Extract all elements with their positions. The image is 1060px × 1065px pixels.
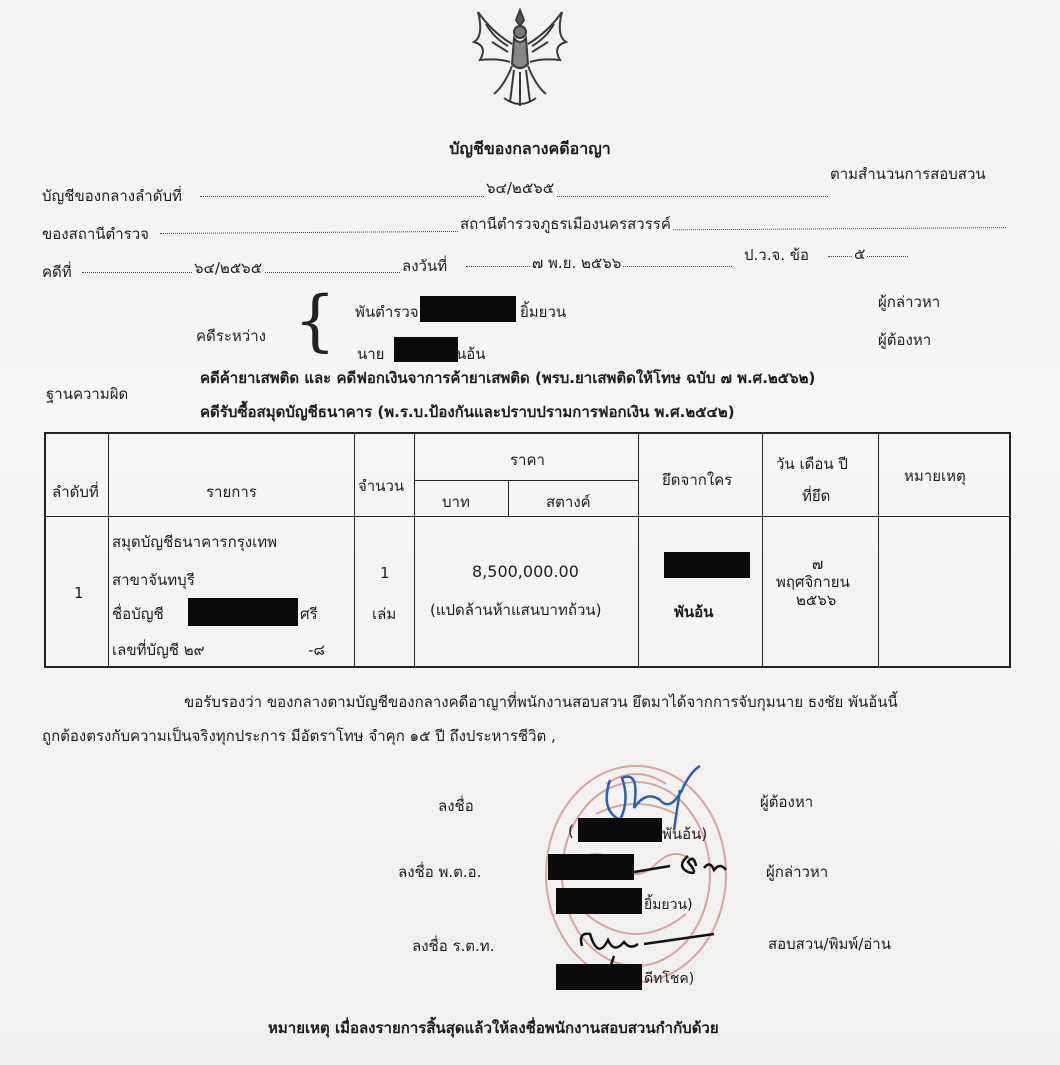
header-date-line1: วัน เดือน ปี <box>776 455 848 473</box>
price-value: 8,500,000.00 <box>472 562 579 581</box>
pcj-value: ๕ <box>852 242 867 266</box>
police-station-value: สถานีตำรวจภูธรเมืองนครสวรรค์ <box>458 212 673 236</box>
item-line-3-prefix: ชื่อบัญชี <box>112 605 164 623</box>
redaction-box <box>556 964 642 990</box>
case-number-value: ๖๔/๒๕๖๕ <box>192 256 264 280</box>
price-words: (แปดล้านห้าแสนบาทถ้วน) <box>430 601 602 619</box>
signature-2-role: ผู้กล่าวหา <box>766 863 829 881</box>
qty-unit: เล่ม <box>372 605 397 623</box>
accused-suffix: นอ้น <box>456 345 486 363</box>
item-line-3-suffix: ศรี <box>300 605 318 623</box>
header-seized-from: ยึดจากใคร <box>662 471 733 489</box>
signature-1-paren: ( <box>568 822 574 840</box>
investigator-signature-image <box>574 920 724 970</box>
dotted-line <box>828 256 908 257</box>
signature-3-name-suffix: ดีทโชค) <box>644 971 695 987</box>
ledger-number-label: บัญชีของกลางลำดับที่ <box>42 187 182 205</box>
certification-line-2: ถูกต้องตรงกับความเป็นจริงทุกประการ มีอัตราโทษ จำคุก ๑๕ ปี ถึงประหารชีวิต , <box>42 727 556 745</box>
signature-1-label: ลงชื่อ <box>438 797 474 815</box>
offense-line-2: คดีรับซื้อสมุดบัญชีธนาคาร (พ.ร.บ.ป้องกันและปราบปรามการฟอกเงิน พ.ศ.๒๕๔๒) <box>200 403 735 421</box>
signature-3-label: ลงชื่อ ร.ต.ท. <box>412 937 495 955</box>
accuser-signature-image <box>630 846 740 886</box>
pcj-label: ป.ว.จ. ข้อ <box>744 246 810 264</box>
header-no: ลำดับที่ <box>52 483 99 501</box>
signature-3-role: สอบสวน/พิมพ์/อ่าน <box>768 935 891 953</box>
accuser-suffix: ยิ้มยวน <box>520 303 567 321</box>
signature-2-label: ลงชื่อ พ.ต.อ. <box>398 863 482 881</box>
certification-line-1: ขอรับรองว่า ของกลางตามบัญชีของกลางคดีอาญาที่พนักงานสอบสวน ยึดมาได้จากการจับกุมนาย ธงชัย พันอ้นนี้ <box>184 693 898 711</box>
accused-role: ผู้ต้องหา <box>878 331 932 349</box>
evidence-table <box>44 432 1011 668</box>
header-price: ราคา <box>510 451 545 469</box>
redaction-box <box>548 854 634 880</box>
ledger-number-value: ๖๔/๒๕๖๕ <box>484 176 556 200</box>
ledger-number-suffix: ตามสำนวนการสอบสวน <box>830 165 986 183</box>
header-satang: สตางค์ <box>546 493 591 511</box>
header-date-line2: ที่ยึด <box>802 487 831 505</box>
case-date-value: ๗ พ.ย. ๒๕๖๖ <box>530 251 623 275</box>
offense-label: ฐานความผิด <box>46 385 129 403</box>
accused-prefix: นาย <box>357 345 385 363</box>
signature-1-name-suffix: พันอ้น) <box>662 825 708 843</box>
item-line-1: สมุดบัญชีธนาคารกรุงเทพ <box>112 533 277 551</box>
signature-1-role: ผู้ต้องหา <box>760 793 814 811</box>
redaction-box <box>188 598 298 626</box>
document-title: บัญชีของกลางคดีอาญา <box>449 139 611 158</box>
header-item: รายการ <box>206 483 257 501</box>
header-qty: จำนวน <box>358 477 405 495</box>
accuser-role: ผู้กล่าวหา <box>878 293 941 311</box>
item-line-2: สาขาจันทบุรี <box>112 571 195 589</box>
redaction-box <box>420 296 516 322</box>
header-baht: บาท <box>442 493 470 511</box>
seized-date-month: พฤศจิกายน <box>776 573 850 591</box>
redaction-box <box>556 888 642 914</box>
seized-date-year: ๒๕๖๖ <box>796 591 837 609</box>
qty-value: 1 <box>380 564 390 582</box>
signature-2-name-suffix: ยิ้มยวน) <box>644 897 693 913</box>
redaction-box <box>394 337 458 362</box>
redaction-box <box>578 818 662 842</box>
case-date-label: ลงวันที่ <box>402 257 448 275</box>
case-number-label: คดีที่ <box>42 263 72 281</box>
curly-brace: { <box>294 282 336 359</box>
parties-label: คดีระหว่าง <box>196 327 266 345</box>
header-remark: หมายเหตุ <box>904 467 966 485</box>
redaction-box <box>664 552 750 578</box>
garuda-emblem-icon <box>464 2 576 110</box>
footer-note: หมายเหตุ เมื่อลงรายการสิ้นสุดแล้วให้ลงชื่อพนักงานสอบสวนกำกับด้วย <box>268 1019 719 1037</box>
item-line-4-prefix: เลขที่บัญชี ๒๙ <box>112 641 205 659</box>
item-line-4-suffix: -๘ <box>308 641 325 659</box>
row-no: 1 <box>74 584 84 602</box>
accuser-prefix: พันตำรวจ <box>355 303 419 321</box>
offense-line-1: คดีค้ายาเสพติด และ คดีฟอกเงินจาการค้ายาเสพติด (พรบ.ยาเสพติดให้โทษ ฉบับ ๗ พ.ศ.๒๕๖๒) <box>200 369 816 387</box>
seized-from-value: พันอ้น <box>674 603 714 621</box>
police-station-label: ของสถานีตำรวจ <box>42 225 149 243</box>
seized-date-day: ๗ <box>812 555 824 573</box>
